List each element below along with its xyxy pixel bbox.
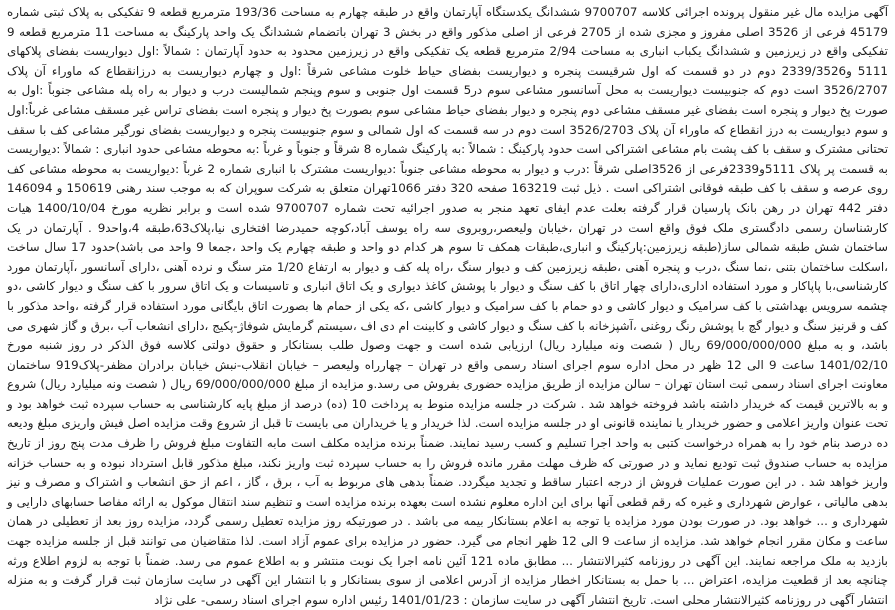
auction-notice-text: آگهی مزایده مال غیر منقول پرونده اجرائی کلاسه 9700707 ششدانگ یکدستگاه آپارتمان واقع در طبقه چهارم به مساحت 193/36 مترمربع قطعه 9 تفکیکی به پلاک ثبتی شماره 45179 فرعی از 3526 اصلی مفروز و مجزی شده از 2705 فرعی از اصلی مذکور واقع در بخش 3 تهران باتضمام ششدانگ یک واحد پارکینگ به مساحت 11 مترمربع قطعه 9 تفکیکی واقع در زیرزمین و ششدانگ یکباب انباری به مساحت 2/94 مترمربع قطعه یک تفکیکی واقع در زیرزمین محدود به حدود آپارتمان : شمالاً :اول دیواریست بفضای پلاکهای 5111 و2339/3526 دوم در دو قسمت که اول شرقیست پنجره و دیواریست بفضای حیاط خلوت مشاعی شرقاً :اول و چهارم دیواریست به درزانقطاع که ماوراء آن پلاک 3526/2707 است دوم که جنوبیست دیواریست به محل آسانسور مشاعی سوم در5 قسمت اول جنوبی و سوم وپنجم شمالیست درب و دیوار به راه پله مشاعی جنوباً :اول به صورت پخ دیوار و پنجره است بفضای غیر مسقف مشاعی دوم پنجره و دیوار بفضای حیاط مشاعی سوم بصورت پخ دیوار و پنجره است بفضای تراس غیر مسقف مشاعی غرباً:اول و سوم دیواریست به درز انقطاع که ماوراء آن پلاک 3526/2703 است دوم در سه قسمت که اول شمالی و سوم جنوبیست پنجره و دیواریست بفضای نورگیر مشاعی کف با سقف تحتانی مشترک و سقف با کف پشت بام مشاعی اشتراکی است حدود پارکینگ : شمالاً :به پارکینگ شماره 8 شرقاً و جنوباً و غرباً :به محوطه مشاعی حدود انباری : شمالاً :دیواریست به قسمت پر پلاک 5111و2339فرعی از 3526اصلی شرقاً :درب و دیوار به محوطه مشاعی جنوباً :دیواریست مشترک با انباری شماره 2 غرباً :دیواریست به محوطه مشاعی کف روی عرصه و سقف با کف طبقه فوقانی اشتراکی است . ذیل ثبت 163219 صفحه 320 دفتر 1066تهران متعلق به شرکت سوپران که به موجب سند رهنی 150619 و 146094 دفتر 442 تهران در رهن بانک پارسیان قرار گرفته بعلت عدم ایفای تعهد منجر به صدور اجرائیه تحت شماره 9700707 شده است و برابر نظریه مورخ 1400/10/04 هیات کارشناسان رسمی دادگستری ملک فوق واقع است در تهران ،خیابان ولیعصر،روبروی سه راه یوسف آباد،کوچه حمیدرضا افتخاری نیا،پلاک63،طبقه 4،واحد9 . آپارتمان در یک ساختمان شش طبقه شمالی ساز(طبقه زیرزمین:پارکینگ و انباری،طبقات همکف تا سوم هر کدام دو واحد و طبقه چهارم یک واحد ،جمعا 9 واحد می باشد)حدود 17 سال ساخت ،اسکلت ساختمان بتنی ،نما سنگ ،درب و پنجره آهنی ،طبقه زیرزمین کف و دیوار سنگ ،راه پله کف و دیوار به ارتفاع 1/20 متر سنگ و نرده آهنی ،دارای آسانسور ،آپارتمان مورد کارشناسی،با پاپاکار و مورد استفاده اداری،دارای چهار اتاق با کف سنگ و دیوار با پوشش کاغذ دیواری و یک اتاق انباری و تاسیسات و یک اتاق سرور با کف سنگ و دیوار کاشی ،دو چشمه سرویس بهداشتی با کف سرامیک و دیوار کاشی و دو حمام با کف سرامیک و دیوار کاشی ،که یکی از حمام ها بصورت اتاق بایگانی مورد استفاده قرار گرفته ،واحد مذکور با کف و قرنیز سنگ و دیوار گچ با پوشش رنگ روغنی ،آشپزخانه با کف سنگ و دیوار کاشی و کابینت ام دی اف ،سیستم گرمایش شوفاژ-پکیج ،دارای انشعاب آب ،برق و گاز شهری می باشد، و به مبلغ 69/000/000/000 ریال ( شصت ونه میلیارد ریال) ارزیابی شده است و جهت وصول طلب بستانکار و حقوق دولتی کلاسه فوق الذکر در روز شنبه مورخ 1401/02/10 ساعت 9 الی 12 ظهر در محل اداره سوم اجرای اسناد رسمی واقع در تهران – چهارراه ولیعصر – خیابان انقلاب-نبش خیابان برادران مظفر-پلاک919 ساختمان معاونت اجرای اسناد رسمی ثبت استان تهران – سالن مزایده از طریق مزایده حضوری بفروش می رسد.و مزایده از مبلغ 69/000/000/000 ریال ( شصت ونه میلیارد ریال) شروع و به بالاترین قیمت که خریدار داشته باشد فروخته خواهد شد . شرکت در جلسه مزایده منوط به پرداخت 10 (ده) درصد از مبلغ پایه کارشناسی به حساب سپرده ثبت خواهد بود و تحت عنوان واریز اعلامی و حضور خریدار یا نماینده قانونی او در جلسه مزایده است. لذا خریدار و یا خریداران می بایست تا قبل از شروع وقت مزایده اصل فیش واریزی مبلغ ودیعه ده درصد بنام خود را به همراه درخواست کتبی به واحد اجرا تسلیم و کسب رسید نمایند. ضمناً برنده مزایده مکلف است مابه التفاوت مبلغ فروش را ظرف مدت پنج روز از تاریخ مزایده به حساب صندوق ثبت تودیع نماید و در صورتی که ظرف مهلت مقرر مانده فروش را به حساب سپرده ثبت واریز نکند، مبلغ مذکور قابل استرداد نبوده و به حساب خزانه واریز خواهد شد . در این صورت عملیات فروش از درجه اعتبار ساقط و تجدید میگردد. ضمناً بدهی های مربوط به آب ، برق ، گاز ، اعم از حق انشعاب و اشتراک و مصرف و نیز بدهی مالیاتی ، عوارض شهرداری و غیره که رقم قطعی آنها برای این اداره معلوم نشده است بعهده برنده مزایده است و تنظیم سند انتقال موکول به ارائه مفاصا حسابهای دارایی و شهرداری و ... خواهد بود. در صورت بودن مورد مزایده یا توجه به اعلام بستانکار بیمه می باشد . در صورتیکه روز مزایده تعطیل رسمی گردد، مزایده روز بعد از تعطیلی در همان ساعت و مکان مقرر انجام خواهد شد. مزایده از ساعت 9 الی 12 ظهر انجام می گیرد. حضور در مزایده برای عموم آزاد است. لذا متقاضیان می توانند قبل از جلسه مزایده جهت بازدید به ملک مراجعه نمایند. این آگهی در روزنامه کثیرالانتشار ... مطابق ماده 121 آئین نامه اجرا یک نوبت منتشر و به اطلاع عموم می رسد. ضمناً با توجه به لزوم اطلاع ورثه چنانچه بعد از قطعیت مزایده، اعتراض ... با حمل به بستانکار اخطار مزایده از آدرس اعلامی از سوی بستانکار و با انتشار این آگهی در سایت سازمان ثبت قرار گرفت و به منزله انتشار آگهی در روزنامه کثیرالانتشار محلی است. تاریخ انتشار آگهی در سایت سازمان : 1401/01/23 رئیس اداره سوم اجرای اسناد رسمی- علی نژاد xyxy=(7,5,889,607)
